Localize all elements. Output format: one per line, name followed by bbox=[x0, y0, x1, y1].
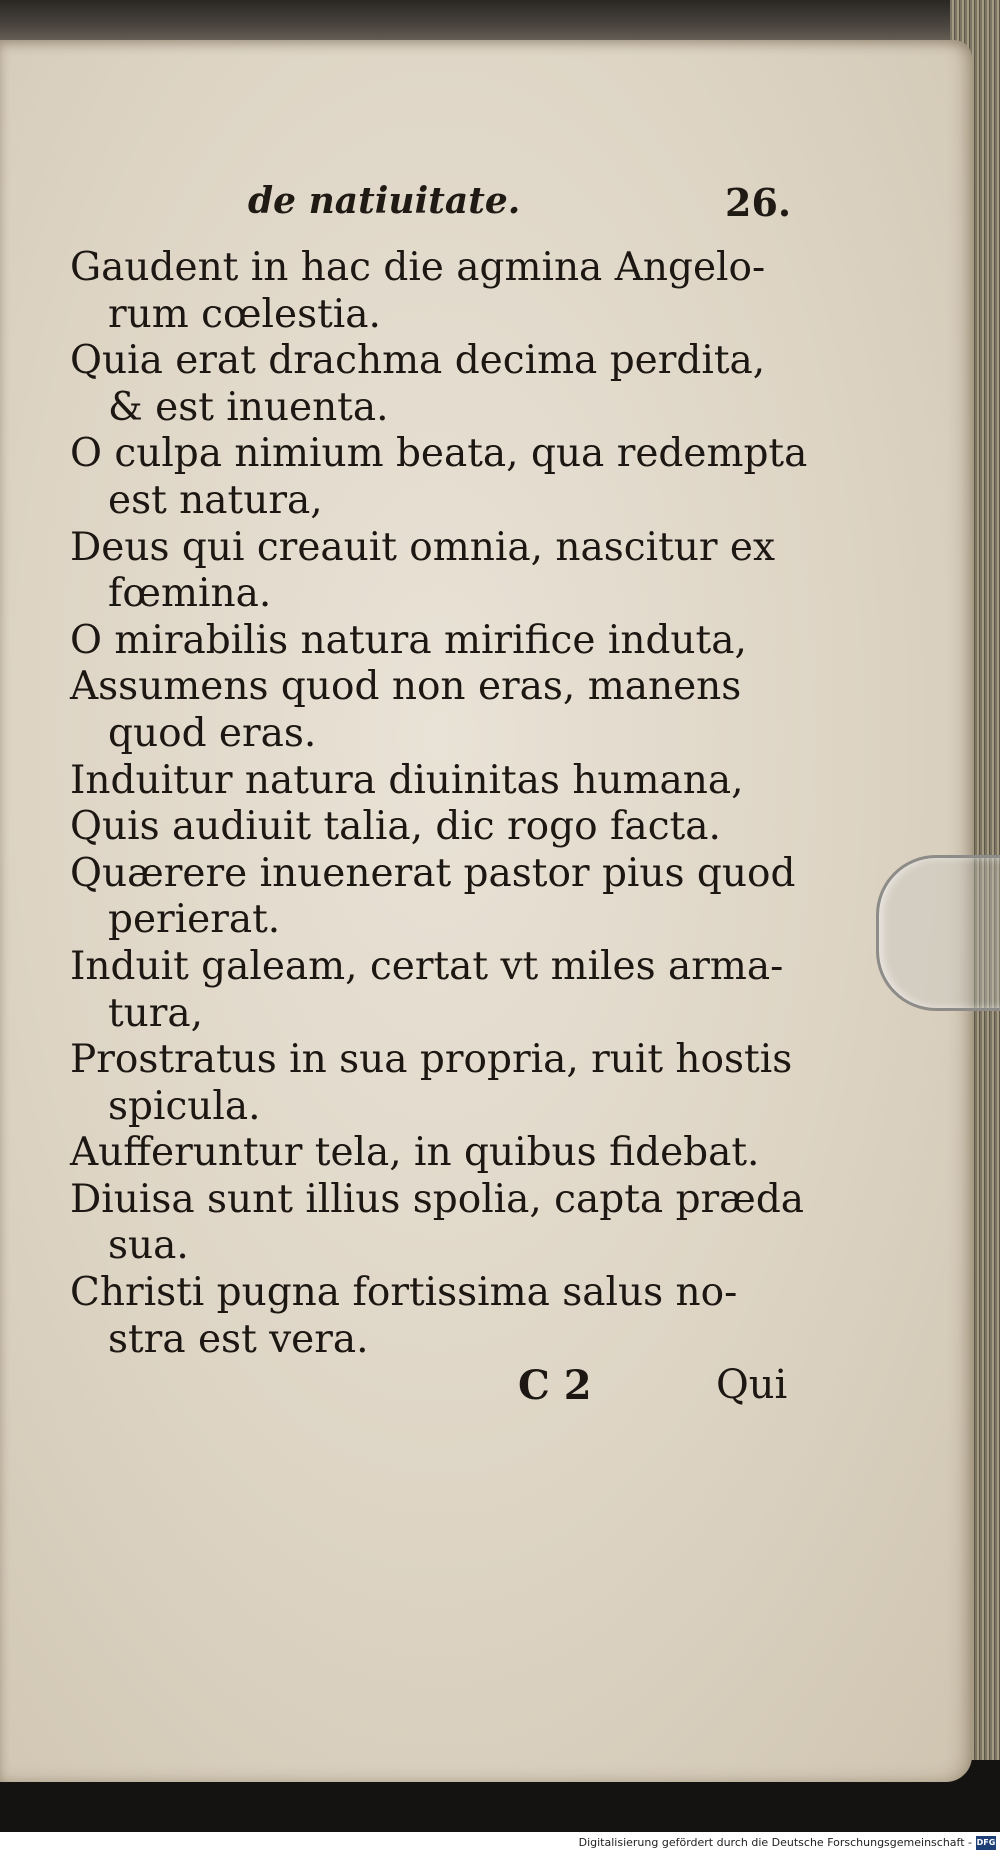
text-line: Quis audiuit talia, dic rogo facta. bbox=[70, 804, 721, 850]
text-line: fœmina. bbox=[108, 571, 272, 617]
text-line: Aufferuntur tela, in quibus fidebat. bbox=[70, 1130, 760, 1176]
text-line: Deus qui creauit omnia, nascitur ex bbox=[70, 524, 776, 570]
text-line: & est inuenta. bbox=[108, 384, 389, 430]
credit-bar bbox=[0, 1832, 1000, 1856]
text-line: stra est vera. bbox=[108, 1316, 369, 1362]
page-header bbox=[0, 180, 1000, 236]
text-line: Quærere inuenerat pastor pius quod bbox=[70, 850, 796, 896]
running-title: de natiuitate. bbox=[248, 180, 521, 222]
funding-credit: Digitalisierung gefördert durch die Deutsche Forschungsgemeinschaft - bbox=[578, 1836, 972, 1849]
text-line: Diuisa sunt illius spolia, capta præda bbox=[70, 1176, 805, 1222]
text-line: tura, bbox=[108, 990, 204, 1036]
text-line: Induit galeam, certat vt miles arma- bbox=[70, 943, 784, 989]
dfg-logo-icon: DFG bbox=[976, 1836, 996, 1850]
text-line: Assumens quod non eras, manens bbox=[70, 664, 742, 710]
page-footer bbox=[0, 1362, 1000, 1422]
page-clip bbox=[876, 855, 1000, 1011]
text-line: O culpa nimium beata, qua redempta bbox=[70, 431, 808, 477]
page-number: 26. bbox=[725, 180, 792, 225]
text-line: Quia erat drachma decima perdita, bbox=[70, 338, 766, 384]
text-line: quod eras. bbox=[108, 710, 317, 756]
text-line: est natura, bbox=[108, 477, 323, 523]
signature-mark: C 2 bbox=[518, 1362, 592, 1409]
text-line: Induitur natura diuinitas humana, bbox=[70, 757, 744, 803]
text-line: spicula. bbox=[108, 1083, 261, 1129]
text-line: Gaudent in hac die agmina Angelo- bbox=[70, 245, 766, 290]
hymn-text bbox=[70, 245, 810, 1363]
text-line: perierat. bbox=[108, 897, 281, 943]
text-line: sua. bbox=[108, 1223, 189, 1269]
text-line: Christi pugna fortissima salus no- bbox=[70, 1270, 738, 1316]
text-line: rum cœlestia. bbox=[108, 291, 381, 337]
text-line: O mirabilis natura mirifice induta, bbox=[70, 617, 747, 663]
catchword: Qui bbox=[716, 1362, 788, 1408]
book-top-edge bbox=[0, 0, 1000, 44]
text-line: Prostratus in sua propria, ruit hostis bbox=[70, 1037, 793, 1083]
